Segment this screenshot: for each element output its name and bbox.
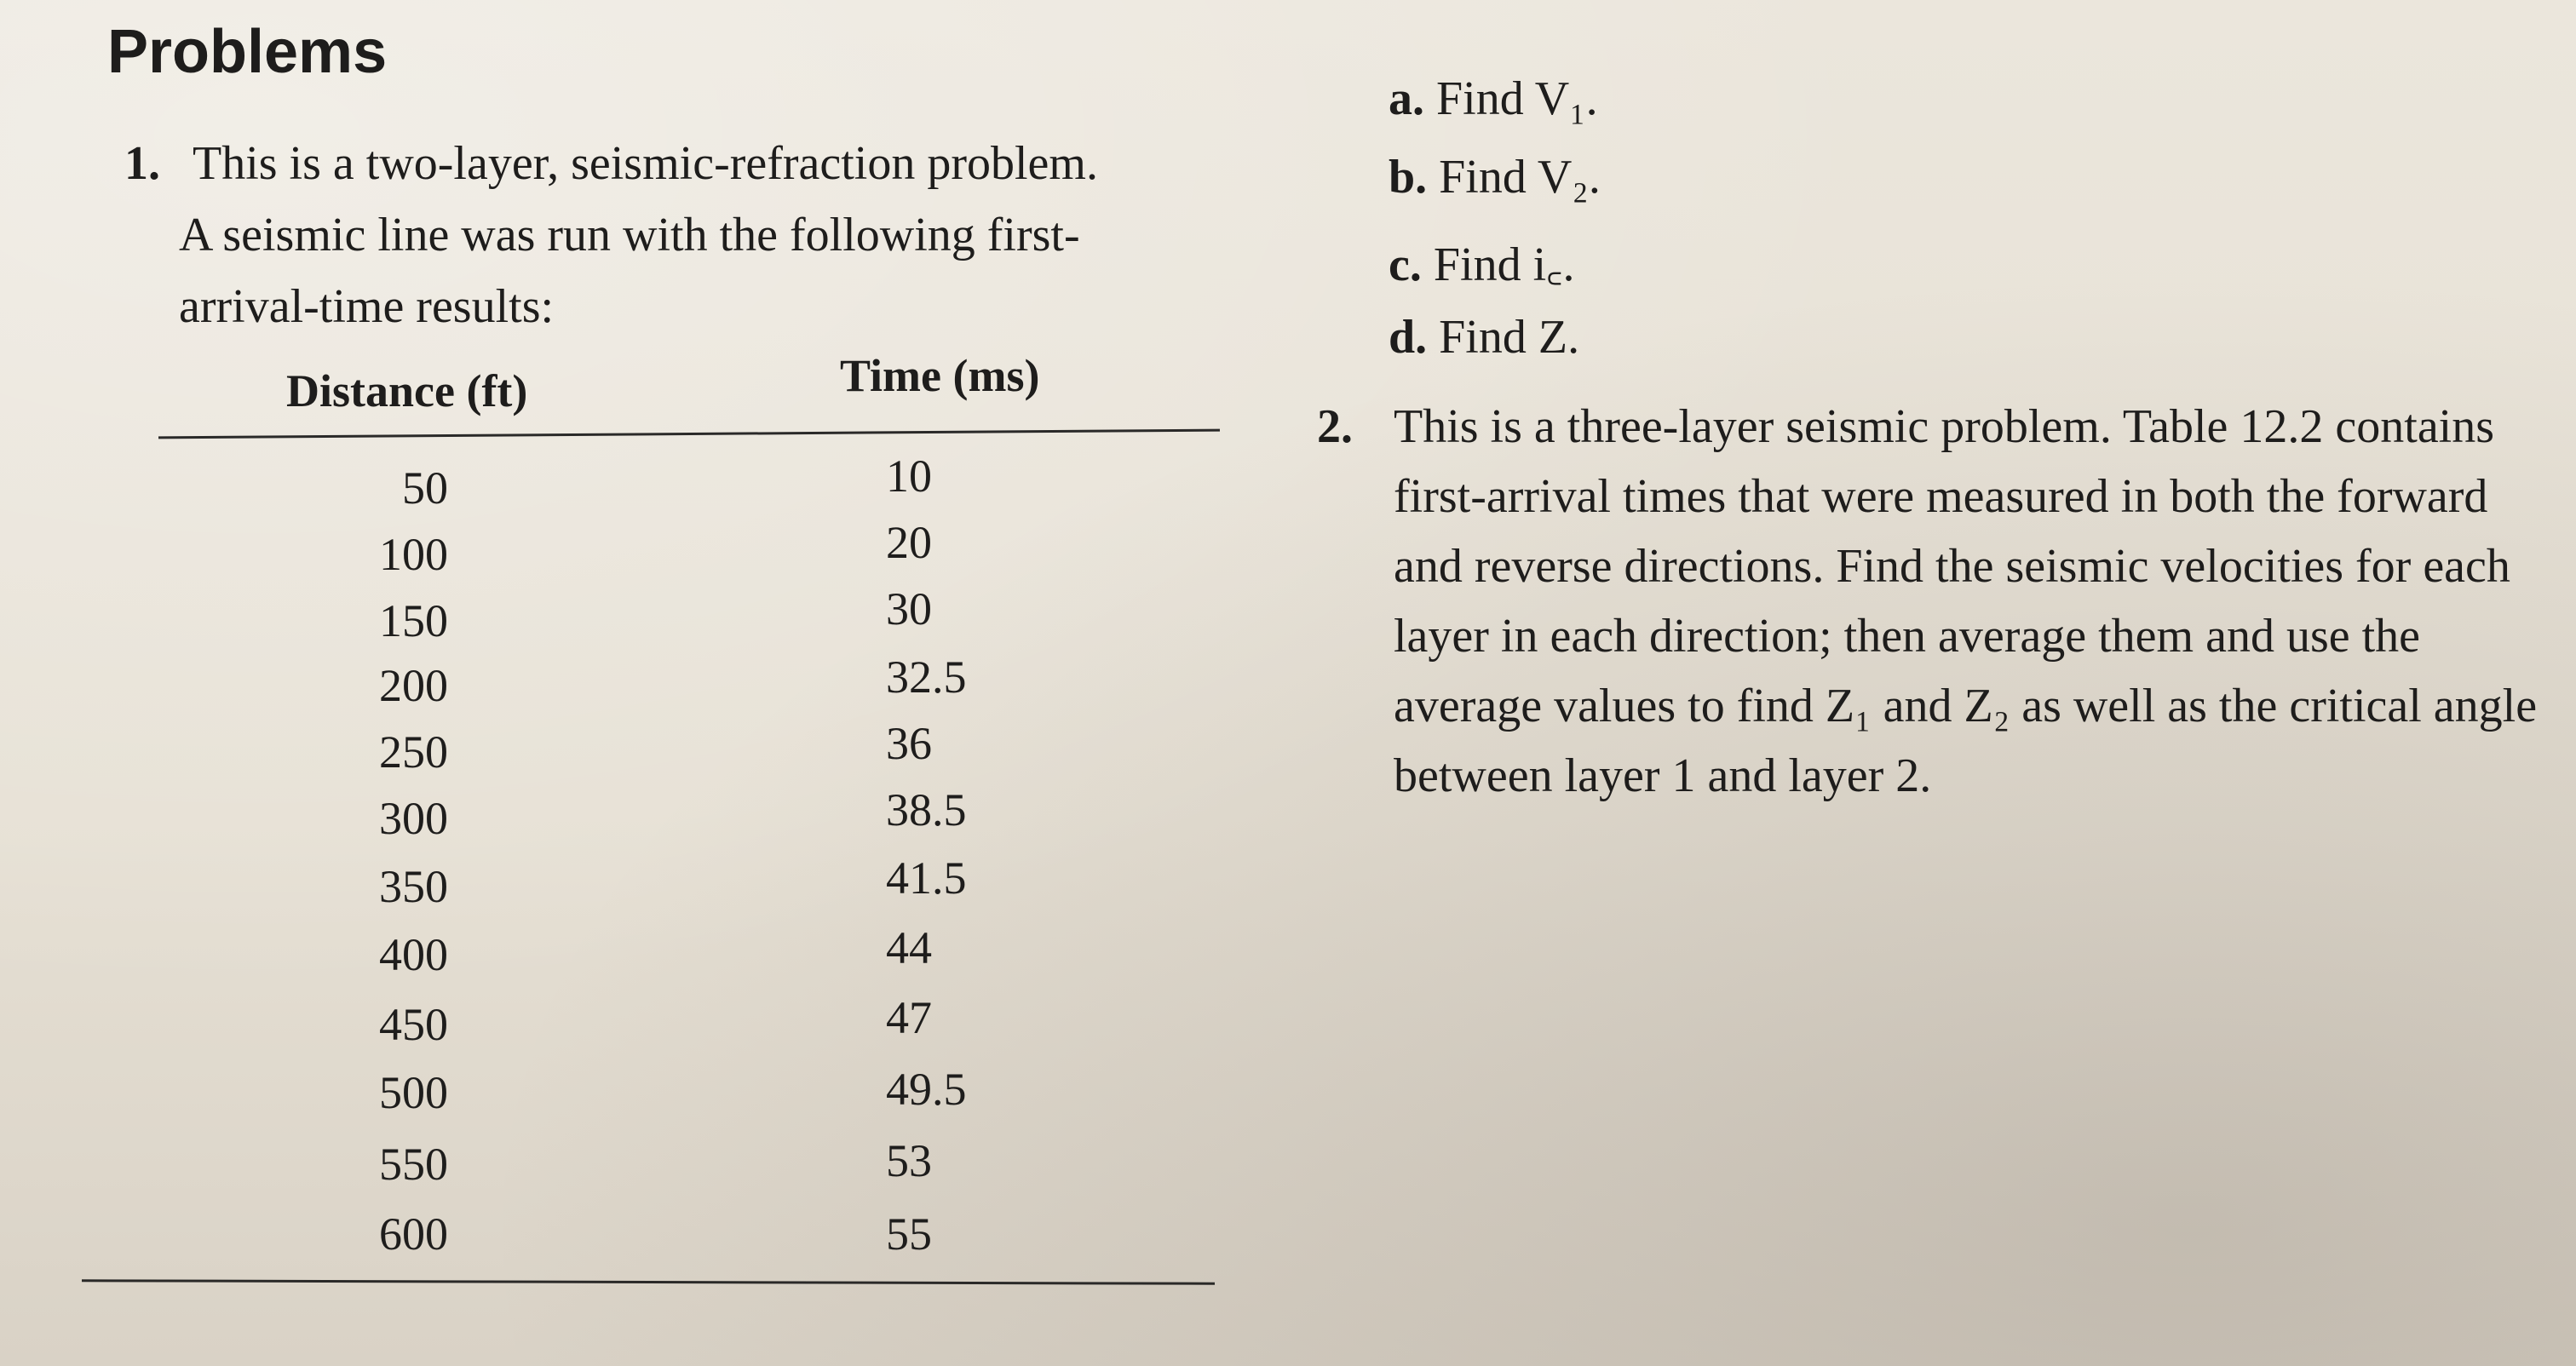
problem-1-number: 1. xyxy=(124,137,160,190)
problem-1-line-1: This is a two-layer, seismic-refraction problem. xyxy=(193,137,1098,190)
table-header-distance: Distance (ft) xyxy=(286,365,528,416)
problem-2-text: This is a three-layer seismic problem. Table 12.2 contains first-arrival times that were measured in both the forward and reverse directions. Find the seismic velocities for each layer in each direction; then average them and use the average values to find Z₁ and Z₂ as well as the critical angle between layer 1 and layer 2. xyxy=(1394,400,2538,802)
subquestion-d xyxy=(1389,310,1579,364)
table-cell-distance: 550 xyxy=(379,1139,448,1190)
table-cell-time: 20 xyxy=(886,517,932,568)
table-cell-time: 49.5 xyxy=(886,1064,967,1115)
problem-1-intro xyxy=(124,128,1181,342)
problem-2 xyxy=(1317,392,2544,811)
table-header-time: Time (ms) xyxy=(840,350,1040,401)
table-cell-distance: 450 xyxy=(379,999,448,1050)
table-cell-distance: 350 xyxy=(379,861,448,912)
table-cell-time: 47 xyxy=(886,992,932,1043)
section-heading: Problems xyxy=(107,18,388,86)
table-cell-time: 36 xyxy=(886,718,932,769)
table-cell-time: 44 xyxy=(886,922,932,973)
table-cell-time: 55 xyxy=(886,1208,932,1260)
table-cell-distance: 600 xyxy=(379,1208,448,1260)
table-cell-distance: 400 xyxy=(379,929,448,980)
table-cell-distance: 200 xyxy=(379,660,448,711)
table-cell-distance: 50 xyxy=(402,462,448,514)
table-bottom-rule xyxy=(82,1279,1215,1284)
problem-1-line-2: A seismic line was run with the following first- xyxy=(179,209,1080,261)
table-cell-distance: 300 xyxy=(379,793,448,844)
table-top-rule xyxy=(158,429,1220,439)
table-cell-time: 30 xyxy=(886,583,932,634)
subquestion-text: Find i꜀. xyxy=(1433,238,1575,291)
table-cell-time: 10 xyxy=(886,451,932,502)
subquestion-label: b. xyxy=(1389,151,1428,204)
table-cell-distance: 100 xyxy=(379,529,448,580)
table-cell-distance: 150 xyxy=(379,595,448,646)
table-cell-time: 38.5 xyxy=(886,784,967,835)
subquestion-text: Find Z. xyxy=(1439,311,1580,364)
subquestion-text: Find V₂. xyxy=(1439,151,1601,204)
table-cell-time: 41.5 xyxy=(886,852,967,904)
subquestion-a xyxy=(1389,72,1598,126)
table-cell-time: 53 xyxy=(886,1135,932,1186)
subquestion-label: d. xyxy=(1389,311,1428,364)
subquestion-c xyxy=(1389,230,1575,295)
table-cell-distance: 250 xyxy=(379,726,448,778)
subquestion-text: Find V₁. xyxy=(1436,72,1598,125)
problem-1-line-3: arrival-time results: xyxy=(179,280,555,333)
subquestion-label: a. xyxy=(1389,72,1424,125)
problem-2-number: 2. xyxy=(1317,400,1353,453)
subquestion-label: c. xyxy=(1389,238,1422,291)
subquestion-b xyxy=(1389,150,1601,204)
table-cell-time: 32.5 xyxy=(886,651,967,703)
table-cell-distance: 500 xyxy=(379,1067,448,1118)
